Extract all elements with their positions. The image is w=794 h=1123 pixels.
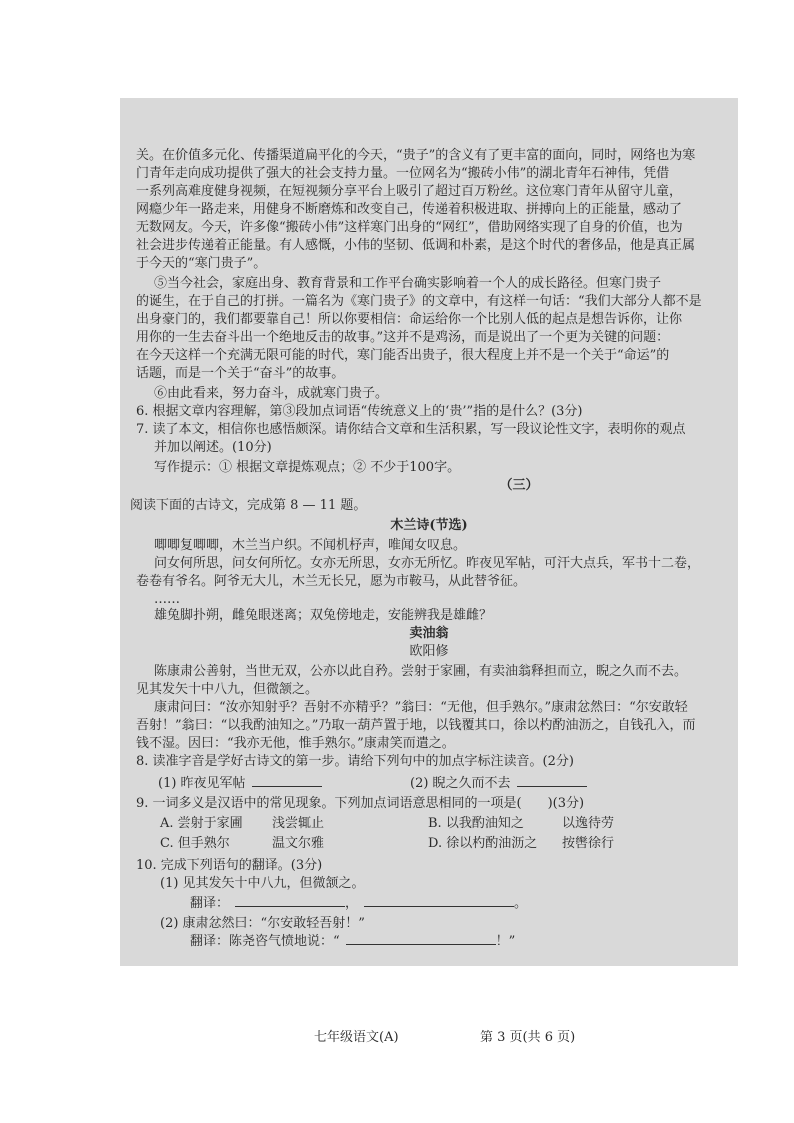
translation-label: 翻译： [190,896,230,911]
footer-subject: 七年级语文(A) [314,1030,399,1045]
answer-blank[interactable] [235,900,345,907]
passage-line: 社会进步传递着正能量。有人感慨，小伟的坚韧、低调和朴素，是这个时代的奢侈品，他是真正属 [136,238,696,253]
question-10: 10. 完成下列语句的翻译。(3分) [136,858,323,873]
footer-page-number: 第 3 页(共 6 页) [480,1030,576,1045]
passage-line: ⑤当今社会，家庭出身、教育背景和工作平台确实影响着一个人的成长路径。但寒门贵子 [154,276,662,291]
option-b-2: 以逸待劳 [562,816,615,831]
essay-line: 吾射！”翁曰：“以我酌油知之。”乃取一葫芦置于地，以钱覆其口，徐以杓酌油沥之，自钱孔入，而 [136,718,696,733]
option-c-2: 温文尔雅 [272,836,325,851]
passage-line: 出身豪门的，我们都要靠自己！所以你要相信：命运给你一个比别人低的起点是想告诉你，让你 [136,312,683,327]
option-c: C. 但手熟尔 [160,836,230,851]
essay-title: 卖油翁 [409,626,449,641]
poem-line: …… [154,592,180,607]
question-7: 7. 读了本文，相信你也感悟颇深。请你结合文章和生活积累，写一段议论性文字，表明你的观点 [136,422,686,437]
essay-line: 钱不湿。因曰：“我亦无他，惟手熟尔。”康肃笑而遣之。 [136,736,455,751]
answer-blank[interactable] [252,774,322,787]
answer-blank[interactable] [517,774,587,787]
passage-line: 关。在价值多元化、传播渠道扁平化的今天，“贵子”的含义有了更丰富的面向，同时，网络也为寒 [136,148,696,163]
passage-line: 话题，而是一个关于“奋斗”的故事。 [136,366,345,381]
writing-hint: 写作提示：① 根据文章提炼观点；② 不少于100字。 [154,460,461,475]
q8-item-2-text: (2) 睨之久而不去 [410,776,511,791]
poem-line: 唧唧复唧唧，木兰当户织。不闻机杼声，唯闻女叹息。 [154,538,467,553]
option-b: B. 以我酌油知之 [428,816,524,831]
answer-blank[interactable] [364,900,514,907]
essay-author: 欧阳修 [409,644,449,659]
translation-label: 翻译：陈尧咨气愤地说：“ [190,934,340,949]
passage-line: 的诞生，在于自己的打拼。一篇名为《寒门贵子》的文章中，有这样一句话：“我们大部分人都不是 [136,294,702,309]
passage-line: 用你的一生去奋斗出一个绝地反击的故事。”这并不是鸡汤，而是说出了一个更为关键的问题： [136,330,670,345]
question-8: 8. 读准字音是学好古诗文的第一步。请给下列句中的加点字标注读音。(2分) [136,754,574,769]
essay-line: 见其发矢十中八九，但微颔之。 [136,682,319,697]
passage-line: 网瘾少年一路走来，用健身不断磨炼和改变自己，传递着积极进取、拼搏向上的正能量，感动了 [136,202,683,217]
passage-line: 一系列高难度健身视频，在短视频分享平台上吸引了超过百万粉丝。这位寒门青年从留守儿童， [136,184,683,199]
passage-line: 在今天这样一个充满无限可能的时代，寒门能否出贵子，很大程度上并不是一个关于“命运”的 [136,348,670,363]
passage-line: ⑥由此看来，努力奋斗，成就寒门贵子。 [154,386,389,401]
q10-sentence-1: (1) 见其发矢十中八九，但微颔之。 [160,876,365,891]
passage-line: 无数网友。今天，许多像“搬砖小伟”这样寒门出身的“网红”，借助网络实现了自身的价值，也为 [136,220,683,235]
poem-line: 雄兔脚扑朔，雌兔眼迷离；双兔傍地走，安能辨我是雄雌？ [154,608,493,623]
question-8-item-1 [158,774,322,792]
poem-title: 木兰诗(节选) [390,518,468,533]
passage-line: 于今天的“寒门贵子”。 [136,256,267,271]
option-a-2: 浅尝辄止 [272,816,325,831]
option-d: D. 徐以杓酌油沥之 [428,836,538,851]
option-d-2: 按辔徐行 [562,836,615,851]
section-heading: （三） [499,478,539,493]
essay-line: 康肃问曰：“汝亦知射乎？吾射不亦精乎？”翁曰：“无他，但手熟尔。”康肃忿然曰：“尔安敢轻 [154,700,688,715]
q10-sentence-2: (2) 康肃忿然曰：“尔安敢轻吾射！” [160,916,365,931]
q10-translation-2 [190,934,515,950]
essay-line: 陈康肃公善射，当世无双，公亦以此自矜。尝射于家圃，有卖油翁释担而立，睨之久而不去。 [154,664,688,679]
section-intro: 阅读下面的古诗文，完成第 8 — 11 题。 [130,498,367,513]
poem-line: 问女何所思，问女何所忆。女亦无所思，女亦无所忆。昨夜见军帖，可汗大点兵，军书十二卷， [154,556,701,571]
exam-page [120,98,738,1045]
question-8-item-2 [410,774,587,792]
question-6: 6. 根据文章内容理解，第③段加点词语“传统意义上的‘贵’”指的是什么？(3分) [136,404,583,419]
question-9: 9. 一词多义是汉语中的常见现象。下列加点词语意思相同的一项是( )(3分) [136,796,585,811]
q8-item-1-text: (1) 昨夜见军帖 [158,776,246,791]
closing-quote: ！” [495,934,516,949]
passage-line: 门青年走向成功提供了强大的社会支持力量。一位网名为“搬砖小伟”的湖北青年石神伟，凭借 [136,166,670,181]
q10-translation-1: 翻译： ， 。 [190,896,528,911]
question-7-cont: 并加以阐述。(10分) [154,440,272,455]
option-a: A. 尝射于家圃 [160,816,243,831]
answer-blank[interactable] [346,938,496,945]
poem-line: 卷卷有爷名。阿爷无大儿，木兰无长兄，愿为市鞍马，从此替爷征。 [136,574,527,589]
